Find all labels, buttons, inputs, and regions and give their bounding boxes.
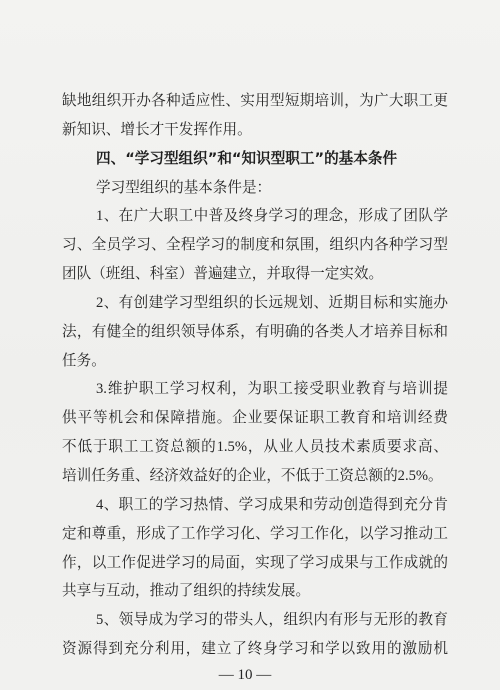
text-line: 供平等机会和保障措施。企业要保证职工教育和培训经费 bbox=[62, 410, 448, 427]
text-line: 共享与互动，推动了组织的持续发展。 bbox=[62, 583, 311, 600]
text-line: 缺地组织开办各种适应性、实用型短期培训，为广大职工更 bbox=[62, 93, 448, 109]
text-line: 习、全员学习、全程学习的制度和氛围，组织内各种学习型 bbox=[62, 237, 448, 254]
text-line: 5、领导成为学习的带头人，组织内有形与无形的教育 bbox=[96, 612, 448, 629]
text-line: 定和尊重，形成了工作学习化、学习工作化，以学习推动工 bbox=[62, 525, 448, 542]
condition-item-4 bbox=[62, 491, 448, 606]
text-line: 3.维护职工学习权利，为职工接受职业教育与培训提 bbox=[96, 381, 448, 398]
body-text bbox=[62, 87, 448, 664]
text-line: 1、在广大职工中普及终身学习的理念，形成了团队学 bbox=[96, 208, 448, 225]
text-line: 4、职工的学习热情、学习成果和劳动创造得到充分肯 bbox=[96, 496, 448, 513]
condition-item-2 bbox=[62, 289, 448, 376]
text-line: 培训任务重、经济效益好的企业，不低于工资总额的2.5%。 bbox=[62, 467, 443, 484]
condition-item-5 bbox=[62, 606, 448, 664]
text-line: 团队（班组、科室）普遍建立，并取得一定实效。 bbox=[62, 266, 384, 283]
text-line: 不低于职工工资总额的1.5%，从业人员技术素质要求高、 bbox=[62, 439, 448, 456]
text-line: 资源得到充分利用，建立了终身学习和学以致用的激励机 bbox=[62, 641, 448, 658]
paragraph-continued bbox=[62, 87, 448, 145]
text-line: 法，有健全的组织领导体系，有明确的各类人才培养目标和 bbox=[62, 323, 448, 340]
page-number: — 10 — bbox=[218, 667, 272, 683]
text-line: 任务。 bbox=[62, 352, 106, 369]
condition-item-3 bbox=[62, 375, 448, 490]
text-line: 2、有创建学习型组织的长远规划、近期目标和实施办 bbox=[96, 294, 448, 311]
intro-line: 学习型组织的基本条件是： bbox=[96, 179, 272, 196]
condition-item-1 bbox=[62, 202, 448, 289]
section-heading: 四、“学习型组织”和“知识型职工”的基本条件 bbox=[96, 149, 398, 167]
text-line: 作，以工作促进学习的局面，实现了学习成果与工作成就的 bbox=[62, 554, 448, 571]
text-line: 新知识、增长才干发挥作用。 bbox=[62, 121, 252, 138]
